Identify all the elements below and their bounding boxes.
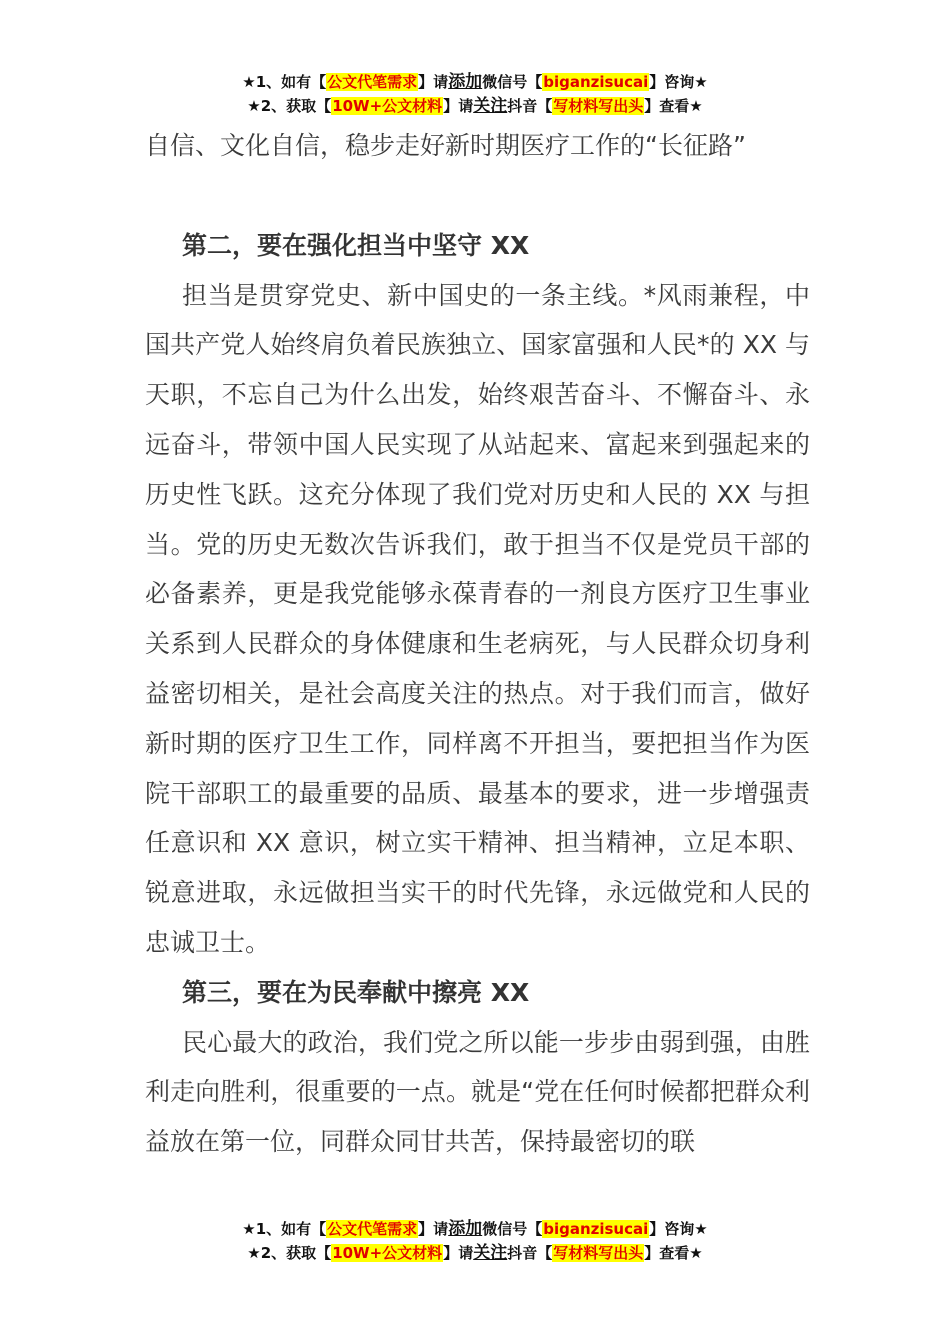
- banner-text: 抖音【: [507, 1244, 553, 1262]
- banner-line-2: [0, 94, 950, 118]
- banner-emphasis: 关注: [473, 1243, 508, 1263]
- banner-highlight: 10W+公文材料: [332, 1244, 443, 1262]
- banner-text: 】咨询★: [649, 1220, 708, 1238]
- banner-text: 微信号【: [482, 73, 543, 91]
- banner-text: 】请: [418, 73, 449, 91]
- banner-douyin-id: 写材料写出头: [553, 1244, 644, 1262]
- header-banner: [0, 70, 950, 118]
- banner-highlight: 公文代笔需求: [327, 73, 418, 91]
- banner-wechat-id: biganzisucai: [543, 73, 649, 91]
- section-paragraph-2: 担当是贯穿党史、新中国史的一条主线。*风雨兼程，中国共产党人始终肩负着民族独立、国家富强和人民*的 XX 与天职，不忘自己为什么出发，始终艰苦奋斗、不懈奋斗、永远奋斗，带领中国人民实现了从站起来、富起来到强起来的历史性飞跃。这充分体现了我们党对历史和人民的 XX 与担当。党的历史无数次告诉我们，敢于担当不仅是党员干部的必备素养，更是我党能够永葆青春的一剂良方医疗卫生事业关系到人民群众的身体健康和生老病死，与人民群众切身利益密切相关，是社会高度关注的热点。对于我们而言，做好新时期的医疗卫生工作，同样离不开担当，要把担当作为医院干部职工的最重要的品质、最基本的要求，进一步增强责任意识和 XX 意识，树立实干精神、担当精神，立足本职、锐意进取，永远做担当实干的时代先锋，永远做党和人民的忠诚卫士。: [145, 280, 810, 957]
- section-paragraph-3: 民心最大的政治，我们党之所以能一步步由弱到强，由胜利走向胜利，很重要的一点。就是“党在任何时候都把群众利益放在第一位，同群众同甘共苦，保持最密切的联: [145, 1027, 810, 1157]
- banner-line-1: [0, 70, 950, 94]
- banner-highlight: 10W+公文材料: [332, 97, 443, 115]
- banner-text: ★2、获取【: [247, 97, 332, 115]
- section-heading-3: 第三，要在为民奉献中擦亮 XX: [182, 977, 530, 1007]
- banner-text: 微信号【: [482, 1220, 543, 1238]
- banner-emphasis: 添加: [448, 72, 483, 92]
- banner-wechat-id: biganzisucai: [543, 1220, 649, 1238]
- banner-highlight: 公文代笔需求: [327, 1220, 418, 1238]
- banner-douyin-id: 写材料写出头: [553, 97, 644, 115]
- banner-line-1: [0, 1217, 950, 1241]
- banner-text: 】请: [443, 97, 474, 115]
- banner-text: 】请: [443, 1244, 474, 1262]
- banner-text: 】请: [418, 1220, 449, 1238]
- banner-text: 】查看★: [644, 97, 703, 115]
- footer-banner: [0, 1217, 950, 1265]
- banner-text: 抖音【: [507, 97, 553, 115]
- banner-text: ★2、获取【: [247, 1244, 332, 1262]
- banner-line-2: [0, 1241, 950, 1265]
- banner-text: ★1、如有【: [242, 1220, 327, 1238]
- banner-text: 】查看★: [644, 1244, 703, 1262]
- banner-emphasis: 关注: [473, 96, 508, 116]
- banner-text: 】咨询★: [649, 73, 708, 91]
- section-heading-2: 第二，要在强化担当中坚守 XX: [182, 230, 530, 260]
- banner-emphasis: 添加: [448, 1219, 483, 1239]
- document-body: [145, 121, 810, 1167]
- banner-text: ★1、如有【: [242, 73, 327, 91]
- spacer: [145, 171, 810, 221]
- intro-paragraph: 自信、文化自信，稳步走好新时期医疗工作的“长征路”: [145, 131, 746, 160]
